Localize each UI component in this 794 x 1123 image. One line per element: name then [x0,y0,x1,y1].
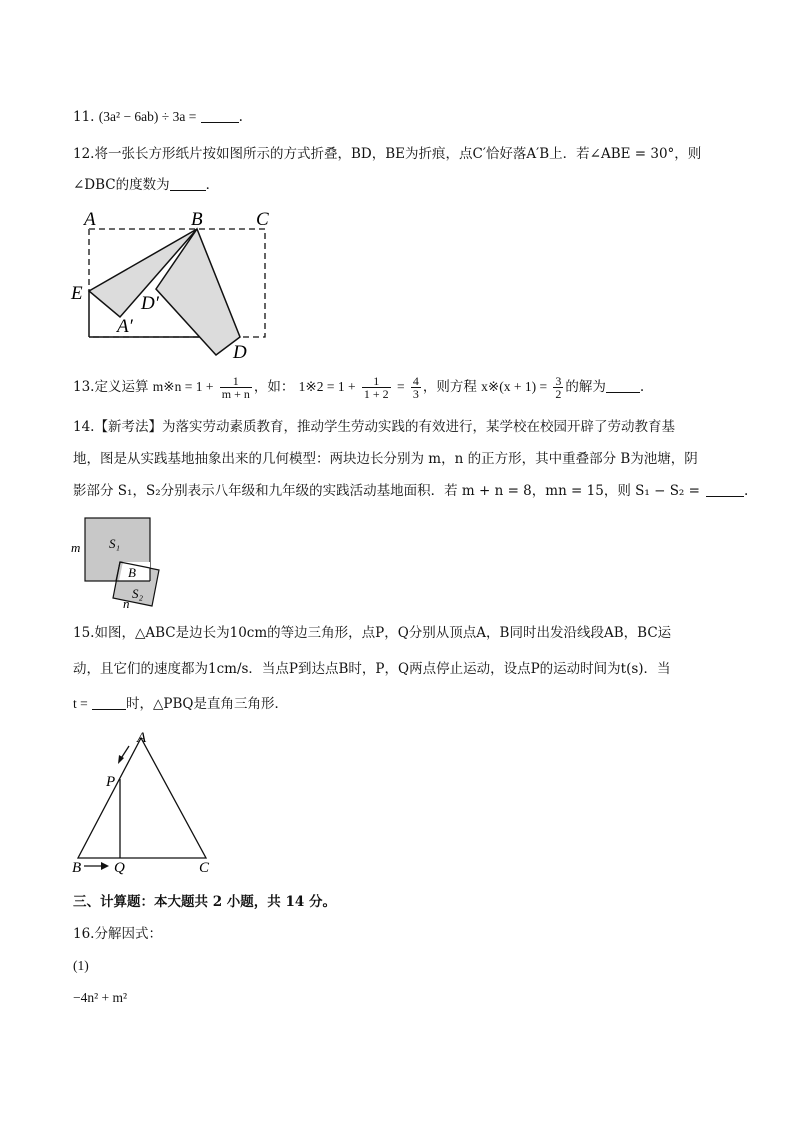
q13-definition-lhs: m※n = 1 + [152,379,214,394]
q14-text1: 【新考法】为落实劳动素质教育，推动学生劳动实践的有效进行，某学校在校园开辟了劳动教育基 [94,419,675,435]
q13-end: . [639,379,645,395]
q13-text1: 定义运算 [94,379,149,395]
q15-text2: 动，且它们的速度都为1cm/s．当点P到达点B时，P，Q两点停止运动，设点P的运动时间为t(s)．当 [73,661,671,677]
q14-line1 [73,418,675,436]
q16-title: 16.分解因式： [73,926,162,942]
q12-text1: 将一张长方形纸片按如图所示的方式折叠，BD，BE为折痕，点C′恰好落A′B上．若∠ABE = 30°，则 [94,146,702,162]
q13-example-lhs: 1※2 = 1 + [298,379,356,394]
q16-part1-expression: −4n² + m² [73,990,128,1005]
q14-text3: 影部分 S₁，S₂分别表示八年级和九年级的实践活动基地面积．若 m + n = 8，mn = 15，则 S₁ − S₂ = [73,483,700,499]
q12-line1 [73,145,701,163]
q14-number: 14. [73,419,95,435]
q14-line2 [73,450,698,468]
q15-line3 [73,695,288,713]
q13-ex-numerator: 1 [362,375,391,388]
q15-figure [68,728,218,876]
q15-label-P: P [106,774,116,790]
q13-ex-denominator: 1 + 2 [363,387,389,401]
q13-equation-fraction [553,375,563,400]
q14-answer-blank[interactable] [706,482,744,497]
q15-t-eq: t = [73,696,88,711]
q12-line2 [73,176,219,194]
q14-text2: 地，图是从实践基地抽象出来的几何模型：两块边长分别为 m，n 的正方形，其中重叠部分 B为池塘，阴 [73,451,698,467]
q14-line3 [73,482,748,500]
q15-line1 [73,624,671,642]
q13-example-fraction [362,375,391,400]
q13-def-denominator: m + n [221,387,250,401]
q13-res-numerator: 4 [412,374,419,388]
q15-line2 [73,660,671,678]
q13-number: 13. [73,379,95,395]
q12-label-B: B [191,209,203,230]
q12-text2: ∠DBC的度数为 [73,177,170,193]
section3-title: 三、计算题：本大题共 2 小题，共 14 分。 [73,894,336,910]
q15-label-B: B [72,860,82,876]
q14-label-n: n [123,596,130,610]
q15-answer-blank[interactable] [92,695,126,710]
q12-label-Aprime: A′ [117,316,133,337]
q14-label-B: B [128,565,136,580]
q14-label-m: m [71,540,81,555]
q14-label-S2: S₂ [132,586,144,601]
q12-answer-blank[interactable] [170,176,206,191]
q11-answer-blank[interactable] [201,108,239,123]
q12-label-Dprime: D′ [141,293,159,314]
q13-definition-fraction [220,375,252,400]
q13-example-result [411,375,421,400]
q15-label-A: A [137,730,147,746]
q15-text1: 如图，△ABC是边长为10cm的等边三角形，点P，Q分别从顶点A，B同时出发沿线段AB，BC运 [94,625,672,641]
q13-def-numerator: 1 [220,375,252,388]
q14-end: . [743,483,749,499]
q15-label-C: C [199,860,210,876]
q14-figure [68,514,178,610]
q13-text2: ，如： [253,379,295,395]
q16-part1-label: (1) [73,958,89,973]
q13-text4: 的解为 [565,379,606,395]
q12-label-C: C [256,209,269,230]
q15-number: 15. [73,625,95,641]
q11-line [73,108,243,126]
q15-label-Q: Q [114,860,125,876]
q11-expression: (3a² − 6ab) ÷ 3a = [98,109,197,124]
q12-label-A: A [84,209,96,230]
q12-figure [68,205,283,365]
q11-end: . [238,109,243,125]
q11-number: 11. [73,109,95,125]
q13-example-equals: = [396,379,405,394]
q12-end: ． [205,177,220,193]
q13-equation-lhs: x※(x + 1) = [481,379,548,394]
q13-text3: ，则方程 [422,379,477,395]
q13-answer-blank[interactable] [606,378,640,393]
q15-text3: 时，△PBQ是直角三角形． [126,696,289,712]
q12-label-D: D [233,342,247,363]
q13-eq-numerator: 3 [555,374,562,388]
q13-eq-denominator: 2 [555,387,562,401]
q13-line [73,375,644,400]
q12-number: 12. [73,146,95,162]
q12-label-E: E [71,283,83,304]
q14-label-S1: S₁ [109,536,121,551]
q13-res-denominator: 3 [412,387,419,401]
